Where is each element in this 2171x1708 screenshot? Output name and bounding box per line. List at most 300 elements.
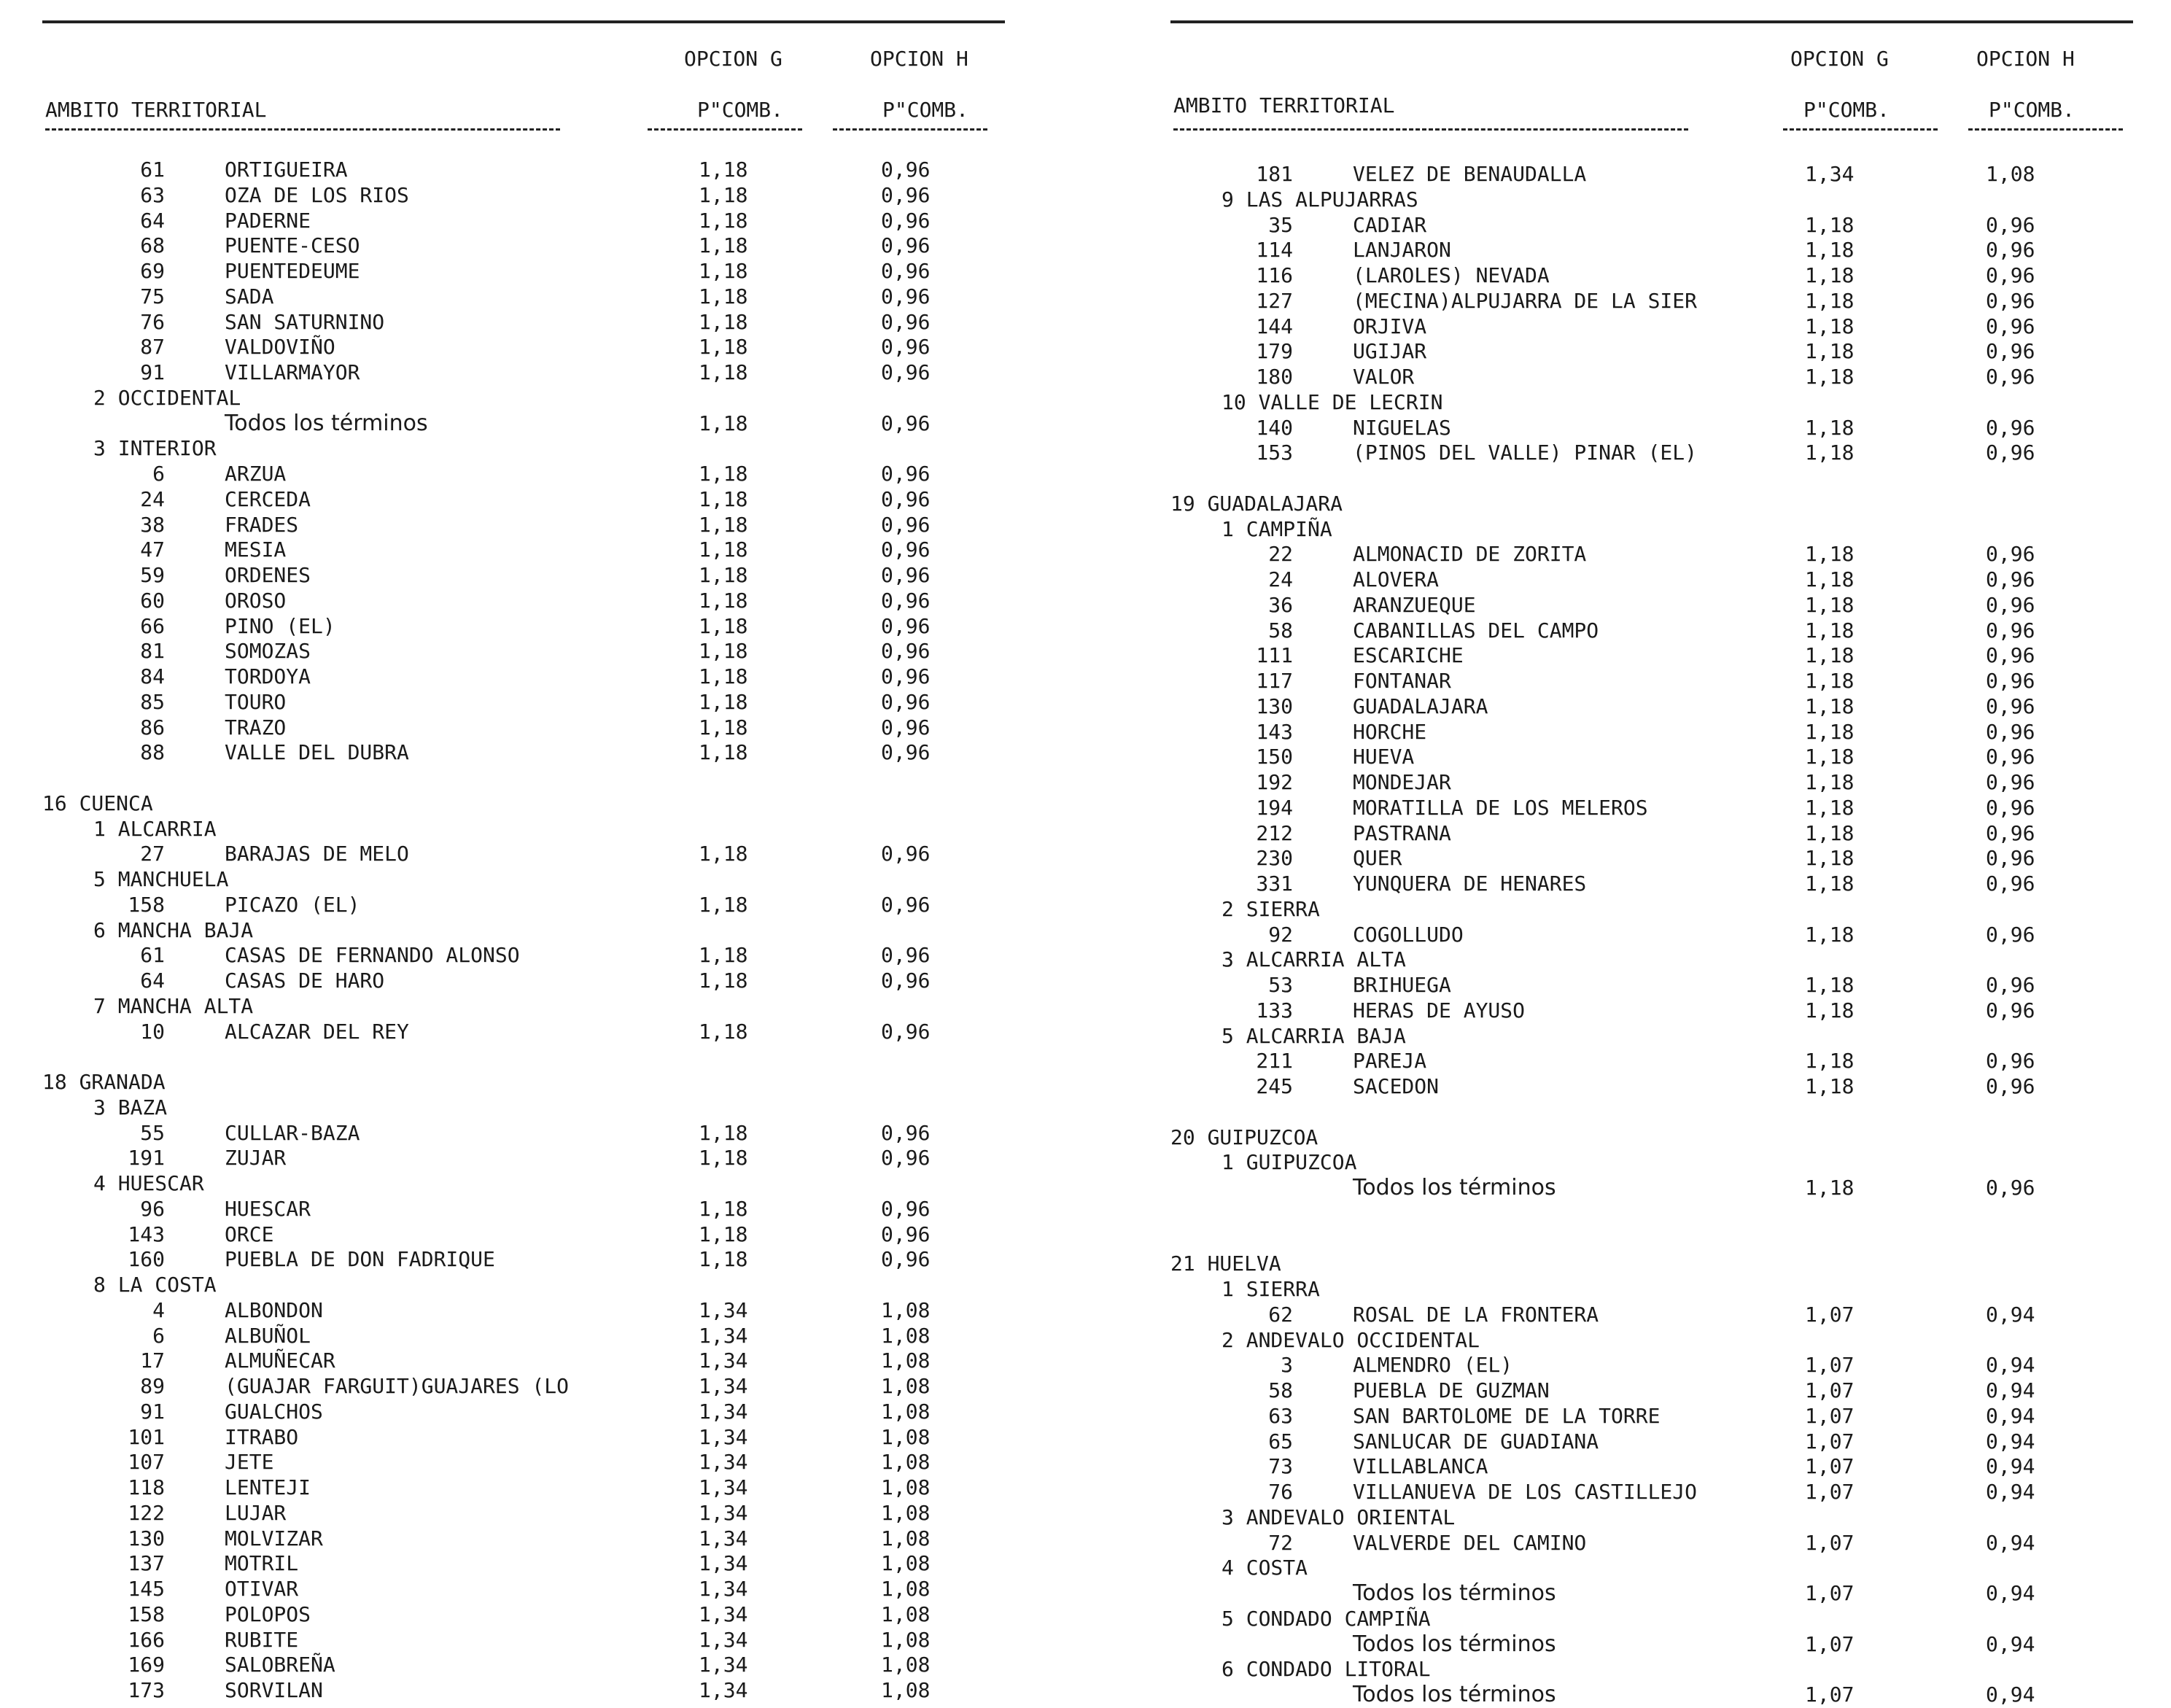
municipality-name: BARAJAS DE MELO	[225, 842, 409, 866]
municipality-name: TRAZO	[225, 715, 287, 740]
opcion-g-value: 1,34	[699, 1678, 748, 1702]
row-number: 180	[1256, 365, 1293, 389]
municipality-name: VALVERDE DEL CAMINO	[1353, 1530, 1587, 1555]
table-row	[42, 589, 1005, 614]
table-row	[1170, 1378, 2133, 1404]
municipality-name: QUER	[1353, 846, 1402, 871]
opcion-h-value: 0,96	[881, 689, 931, 714]
opcion-h-value: 0,96	[881, 158, 931, 182]
municipality-name: LENTEJI	[225, 1475, 311, 1499]
row-number: 64	[140, 968, 165, 993]
opcion-g-value: 1,18	[1805, 998, 1855, 1022]
table-row	[1170, 872, 2133, 897]
opcion-g-value: 1,18	[1805, 238, 1855, 263]
opcion-g-value: 1,18	[699, 411, 748, 435]
pcomb-g-header: P"COMB.	[1803, 98, 1890, 122]
opcion-g-value: 1,18	[699, 284, 748, 308]
opcion-h-value: 0,94	[1986, 1378, 2035, 1402]
table-row	[1170, 1480, 2133, 1505]
opcion-g-value: 1,18	[1805, 288, 1855, 313]
comarca-row	[42, 386, 1005, 411]
table-row	[1170, 1454, 2133, 1480]
municipality-name: MOTRIL	[225, 1551, 299, 1576]
opcion-h-value: 1,08	[881, 1374, 931, 1398]
table-row	[1170, 542, 2133, 567]
header-underline	[833, 128, 987, 131]
opcion-g-value: 1,34	[699, 1399, 748, 1424]
municipality-name: RUBITE	[225, 1627, 299, 1652]
table-row	[42, 284, 1005, 310]
region-name: 16 CUENCA	[42, 791, 153, 815]
municipality-name: ALMONACID DE ZORITA	[1353, 542, 1587, 567]
row-number: 4	[152, 1297, 165, 1322]
comarca-row	[42, 436, 1005, 462]
top-rule	[1170, 20, 2133, 23]
municipality-name: HUESCAR	[225, 1196, 311, 1221]
table-row	[1170, 720, 2133, 745]
table-row	[42, 209, 1005, 234]
opcion-g-value: 1,18	[699, 563, 748, 587]
opcion-g-value: 1,18	[1805, 846, 1855, 871]
comarca-name: 1 CAMPIÑA	[1222, 516, 1332, 541]
region-row	[42, 791, 1005, 817]
opcion-h-value: 0,96	[1986, 820, 2035, 845]
row-number: 63	[1268, 1403, 1293, 1428]
table-row	[1170, 669, 2133, 694]
opcion-g-value: 1,07	[1805, 1429, 1855, 1453]
row-number: 114	[1256, 238, 1293, 263]
table-row	[42, 1146, 1005, 1171]
opcion-g-value: 1,18	[1805, 795, 1855, 820]
municipality-name: JETE	[225, 1450, 274, 1475]
municipality-name: GUALCHOS	[225, 1399, 323, 1424]
table-row	[42, 1653, 1005, 1678]
table-row	[42, 1247, 1005, 1273]
opcion-h-value: 0,96	[1986, 618, 2035, 643]
row-number: 192	[1256, 770, 1293, 794]
municipality-name: SOMOZAS	[225, 639, 311, 664]
row-number: 65	[1268, 1429, 1293, 1453]
table-row	[42, 1197, 1005, 1222]
opcion-g-value: 1,18	[699, 1120, 748, 1145]
municipality-name: YUNQUERA DE HENARES	[1353, 872, 1587, 896]
row-number: 22	[1268, 542, 1293, 567]
municipality-name: CASAS DE HARO	[225, 968, 385, 993]
table-row	[1170, 162, 2133, 187]
table-row	[1170, 314, 2133, 340]
row-number: 127	[1256, 288, 1293, 313]
table-row	[42, 411, 1005, 437]
table-row	[42, 1475, 1005, 1501]
municipality-name: CULLAR-BAZA	[225, 1120, 360, 1145]
opcion-g-value: 1,18	[1805, 314, 1855, 338]
opcion-h-value: 0,96	[1986, 846, 2035, 871]
table-row	[42, 310, 1005, 335]
comarca-name: 1 SIERRA	[1222, 1277, 1320, 1301]
table-row	[42, 690, 1005, 715]
all-terms-label: Todos los términos	[1353, 1175, 1556, 1200]
opcion-g-value: 1,18	[699, 1222, 748, 1246]
comarca-name: 10 VALLE DE LECRIN	[1222, 389, 1443, 414]
opcion-g-value: 1,18	[699, 158, 748, 182]
opcion-h-value: 1,08	[881, 1424, 931, 1449]
territory-table	[42, 158, 1005, 1704]
row-number: 181	[1256, 162, 1293, 186]
municipality-name: MOLVIZAR	[225, 1526, 323, 1550]
row-number: 86	[140, 715, 165, 740]
municipality-name: (MECINA)ALPUJARRA DE LA SIER	[1353, 288, 1698, 313]
opcion-h-value: 1,08	[881, 1551, 931, 1576]
opcion-g-value: 1,07	[1805, 1581, 1855, 1605]
municipality-name: ORTIGUEIRA	[225, 158, 348, 182]
opcion-h-value: 0,94	[1986, 1454, 2035, 1479]
table-row	[42, 893, 1005, 918]
opcion-g-value: 1,18	[699, 715, 748, 740]
row-number: 6	[152, 1323, 165, 1348]
row-number: 245	[1256, 1074, 1293, 1098]
header-underline	[1968, 128, 2123, 131]
municipality-name: GUADALAJARA	[1353, 694, 1488, 718]
opcion-h-value: 1,08	[881, 1500, 931, 1525]
opcion-g-value: 1,18	[1805, 745, 1855, 769]
opcion-h-value: 0,94	[1986, 1530, 2035, 1555]
opcion-h-value: 0,96	[1986, 872, 2035, 896]
opcion-g-value: 1,18	[699, 537, 748, 562]
comarca-name: 1 ALCARRIA	[93, 816, 217, 841]
table-row	[1170, 1404, 2133, 1429]
table-row	[42, 537, 1005, 563]
opcion-g-value: 1,18	[699, 588, 748, 613]
opcion-h-value: 0,96	[881, 1196, 931, 1221]
table-row	[1170, 846, 2133, 872]
comarca-name: 3 BAZA	[93, 1095, 168, 1119]
municipality-name: CASAS DE FERNANDO ALONSO	[225, 943, 520, 968]
opcion-g-value: 1,18	[699, 842, 748, 866]
table-row	[1170, 694, 2133, 720]
table-row	[42, 1348, 1005, 1374]
table-row	[1170, 1531, 2133, 1556]
municipality-name: ORDENES	[225, 563, 311, 587]
municipality-name: CERCEDA	[225, 486, 311, 511]
comarca-row	[1170, 187, 2133, 213]
row-number: 64	[140, 208, 165, 233]
row-number: 53	[1268, 973, 1293, 997]
table-row	[1170, 339, 2133, 365]
blank-row	[42, 766, 1005, 791]
comarca-row	[1170, 1505, 2133, 1531]
row-number: 58	[1268, 1378, 1293, 1402]
opcion-g-value: 1,34	[699, 1500, 748, 1525]
row-number: 211	[1256, 1049, 1293, 1074]
opcion-g-value: 1,18	[699, 613, 748, 638]
opcion-h-value: 0,96	[1986, 592, 2035, 617]
region-name: 18 GRANADA	[42, 1070, 166, 1094]
opcion-g-value: 1,18	[1805, 669, 1855, 693]
row-number: 63	[140, 182, 165, 207]
territory-table	[1170, 162, 2133, 1708]
comarca-name: 3 INTERIOR	[93, 436, 217, 461]
table-row	[1170, 263, 2133, 289]
row-number: 76	[140, 309, 165, 334]
comarca-row	[42, 918, 1005, 944]
opcion-g-value: 1,18	[699, 1019, 748, 1044]
opcion-h-value: 0,96	[881, 411, 931, 435]
opcion-h-value: 1,08	[881, 1678, 931, 1702]
comarca-row	[1170, 1556, 2133, 1581]
table-row	[42, 1222, 1005, 1248]
opcion-h-value: 1,08	[1986, 162, 2035, 186]
row-number: 88	[140, 740, 165, 765]
opcion-g-header: OPCION G	[1790, 47, 1889, 71]
opcion-h-value: 0,96	[881, 1019, 931, 1044]
opcion-g-value: 1,18	[699, 1196, 748, 1221]
table-row	[1170, 365, 2133, 390]
table-row	[42, 1298, 1005, 1324]
opcion-g-value: 1,18	[1805, 592, 1855, 617]
opcion-g-value: 1,18	[699, 360, 748, 384]
opcion-h-value: 0,96	[1986, 795, 2035, 820]
table-row	[42, 233, 1005, 259]
row-number: 137	[128, 1551, 165, 1576]
opcion-h-value: 0,94	[1986, 1581, 2035, 1605]
ambito-territorial-header: AMBITO TERRITORIAL	[1173, 93, 1395, 117]
region-row	[42, 1070, 1005, 1095]
opcion-g-value: 1,07	[1805, 1378, 1855, 1402]
row-number: 58	[1268, 618, 1293, 643]
row-number: 72	[1268, 1530, 1293, 1555]
table-row	[42, 639, 1005, 664]
row-number: 118	[128, 1475, 165, 1499]
opcion-g-value: 1,18	[1805, 365, 1855, 389]
row-number: 92	[1268, 922, 1293, 947]
municipality-name: PADERNE	[225, 208, 311, 233]
opcion-h-value: 0,96	[1986, 288, 2035, 313]
opcion-h-value: 0,96	[881, 259, 931, 283]
row-number: 24	[1268, 567, 1293, 591]
region-row	[1170, 1125, 2133, 1151]
opcion-g-value: 1,34	[699, 1348, 748, 1373]
opcion-g-value: 1,18	[699, 182, 748, 207]
row-number: 6	[152, 462, 165, 486]
table-row	[1170, 1074, 2133, 1100]
opcion-h-value: 1,08	[881, 1577, 931, 1601]
opcion-g-value: 1,34	[699, 1297, 748, 1322]
municipality-name: BRIHUEGA	[1353, 973, 1451, 997]
opcion-h-value: 1,08	[881, 1348, 931, 1373]
table-row	[1170, 440, 2133, 466]
row-number: 143	[128, 1222, 165, 1246]
opcion-h-value: 0,96	[881, 563, 931, 587]
pcomb-h-header: P"COMB.	[1989, 98, 2075, 122]
row-number: 35	[1268, 212, 1293, 237]
row-number: 81	[140, 639, 165, 664]
municipality-name: PICAZO (EL)	[225, 892, 360, 917]
table-row	[1170, 1581, 2133, 1607]
opcion-g-value: 1,18	[699, 943, 748, 968]
opcion-h-value: 0,96	[881, 1247, 931, 1272]
municipality-name: VALDOVIÑO	[225, 335, 335, 360]
table-row	[42, 968, 1005, 994]
municipality-name: VILLANUEVA DE LOS CASTILLEJO	[1353, 1480, 1698, 1504]
municipality-name: PUEBLA DE DON FADRIQUE	[225, 1247, 495, 1272]
opcion-g-value: 1,34	[699, 1450, 748, 1475]
opcion-h-value: 0,96	[1986, 365, 2035, 389]
comarca-name: 7 MANCHA ALTA	[93, 993, 254, 1018]
municipality-name: ORCE	[225, 1222, 274, 1246]
opcion-h-value: 0,96	[1986, 694, 2035, 718]
row-number: 116	[1256, 263, 1293, 287]
row-number: 158	[128, 892, 165, 917]
row-number: 69	[140, 259, 165, 283]
table-row	[42, 842, 1005, 867]
opcion-h-value: 1,08	[881, 1323, 931, 1348]
municipality-name: ITRABO	[225, 1424, 299, 1449]
comarca-row	[42, 817, 1005, 842]
opcion-h-value: 0,96	[881, 512, 931, 537]
opcion-h-value: 0,96	[881, 208, 931, 233]
opcion-g-value: 1,18	[1805, 618, 1855, 643]
municipality-name: ESCARICHE	[1353, 643, 1464, 668]
row-number: 17	[140, 1348, 165, 1373]
opcion-h-value: 1,08	[881, 1602, 931, 1626]
opcion-g-value: 1,18	[699, 639, 748, 664]
opcion-h-value: 1,08	[881, 1475, 931, 1499]
municipality-name: SADA	[225, 284, 274, 308]
opcion-h-value: 1,08	[881, 1399, 931, 1424]
row-number: 130	[128, 1526, 165, 1550]
row-number: 140	[1256, 415, 1293, 440]
opcion-g-value: 1,18	[699, 892, 748, 917]
opcion-h-value: 0,96	[1986, 542, 2035, 567]
right-column	[1170, 0, 2133, 1706]
row-number: 68	[140, 233, 165, 258]
table-row	[42, 1628, 1005, 1653]
opcion-h-value: 0,96	[881, 284, 931, 308]
comarca-name: 9 LAS ALPUJARRAS	[1222, 187, 1418, 211]
row-number: 76	[1268, 1480, 1293, 1504]
row-number: 331	[1256, 872, 1293, 896]
row-number: 101	[128, 1424, 165, 1449]
row-number: 27	[140, 842, 165, 866]
table-row	[1170, 998, 2133, 1024]
pcomb-h-header: P"COMB.	[882, 98, 969, 122]
row-number: 61	[140, 943, 165, 968]
opcion-g-value: 1,34	[699, 1577, 748, 1601]
row-number: 150	[1256, 745, 1293, 769]
opcion-h-value: 0,96	[881, 486, 931, 511]
opcion-g-value: 1,18	[1805, 770, 1855, 794]
opcion-g-value: 1,07	[1805, 1454, 1855, 1479]
municipality-name: MONDEJAR	[1353, 770, 1451, 794]
row-number: 38	[140, 512, 165, 537]
table-row	[42, 1121, 1005, 1146]
opcion-g-value: 1,07	[1805, 1530, 1855, 1555]
opcion-g-value: 1,18	[699, 335, 748, 360]
row-number: 212	[1256, 820, 1293, 845]
municipality-name: UGIJAR	[1353, 339, 1427, 364]
comarca-row	[1170, 1657, 2133, 1682]
municipality-name: SAN SATURNINO	[225, 309, 385, 334]
opcion-g-value: 1,18	[699, 486, 748, 511]
comarca-row	[1170, 947, 2133, 973]
opcion-g-value: 1,34	[699, 1424, 748, 1449]
municipality-name: ALBUÑOL	[225, 1323, 311, 1348]
opcion-h-value: 0,94	[1986, 1302, 2035, 1327]
comarca-row	[42, 1171, 1005, 1197]
table-row	[1170, 416, 2133, 441]
table-row	[1170, 1353, 2133, 1378]
opcion-g-value: 1,34	[699, 1627, 748, 1652]
ambito-territorial-header: AMBITO TERRITORIAL	[45, 98, 267, 122]
opcion-h-value: 0,96	[1986, 415, 2035, 440]
opcion-h-value: 0,94	[1986, 1353, 2035, 1378]
comarca-name: 5 ALCARRIA BAJA	[1222, 1023, 1406, 1048]
row-number: 143	[1256, 719, 1293, 744]
opcion-h-value: 0,96	[881, 233, 931, 258]
municipality-name: SORVILAN	[225, 1678, 323, 1702]
opcion-g-value: 1,18	[699, 208, 748, 233]
municipality-name: ZUJAR	[225, 1146, 287, 1171]
table-row	[42, 1324, 1005, 1349]
opcion-g-value: 1,18	[1805, 212, 1855, 237]
blank-row	[1170, 1227, 2133, 1252]
opcion-h-value: 0,96	[1986, 745, 2035, 769]
row-number: 89	[140, 1374, 165, 1398]
comarca-row	[1170, 1277, 2133, 1303]
header-underline	[1173, 128, 1688, 131]
opcion-h-value: 0,94	[1986, 1403, 2035, 1428]
header-underline	[1783, 128, 1938, 131]
table-row	[42, 1450, 1005, 1475]
row-number: 191	[128, 1146, 165, 1171]
municipality-name: MESIA	[225, 537, 287, 562]
opcion-h-value: 0,96	[881, 360, 931, 384]
municipality-name: NIGUELAS	[1353, 415, 1451, 440]
opcion-h-value: 0,96	[881, 613, 931, 638]
table-row	[1170, 973, 2133, 998]
row-number: 66	[140, 613, 165, 638]
opcion-h-value: 0,96	[881, 1146, 931, 1171]
opcion-g-value: 1,18	[1805, 263, 1855, 287]
opcion-g-value: 1,18	[1805, 719, 1855, 744]
row-number: 194	[1256, 795, 1293, 820]
all-terms-label: Todos los términos	[1353, 1631, 1556, 1657]
table-row	[42, 614, 1005, 640]
row-number: 130	[1256, 694, 1293, 718]
comarca-row	[1170, 1328, 2133, 1354]
comarca-name: 4 HUESCAR	[93, 1171, 204, 1195]
row-number: 133	[1256, 998, 1293, 1022]
comarca-name: 2 ANDEVALO OCCIDENTAL	[1222, 1327, 1480, 1352]
table-row	[1170, 567, 2133, 593]
opcion-g-value: 1,18	[1805, 1049, 1855, 1074]
table-row	[1170, 238, 2133, 263]
opcion-h-value: 0,96	[1986, 440, 2035, 465]
table-row	[42, 1602, 1005, 1628]
opcion-h-value: 0,94	[1986, 1631, 2035, 1656]
row-number: 75	[140, 284, 165, 308]
table-row	[1170, 289, 2133, 314]
municipality-name: SANLUCAR DE GUADIANA	[1353, 1429, 1599, 1453]
opcion-h-value: 0,96	[881, 639, 931, 664]
table-row	[1170, 213, 2133, 238]
opcion-g-value: 1,07	[1805, 1353, 1855, 1378]
row-number: 61	[140, 158, 165, 182]
opcion-h-value: 0,94	[1986, 1682, 2035, 1707]
opcion-h-header: OPCION H	[1976, 47, 2075, 71]
table-row	[42, 943, 1005, 968]
opcion-g-value: 1,18	[1805, 440, 1855, 465]
